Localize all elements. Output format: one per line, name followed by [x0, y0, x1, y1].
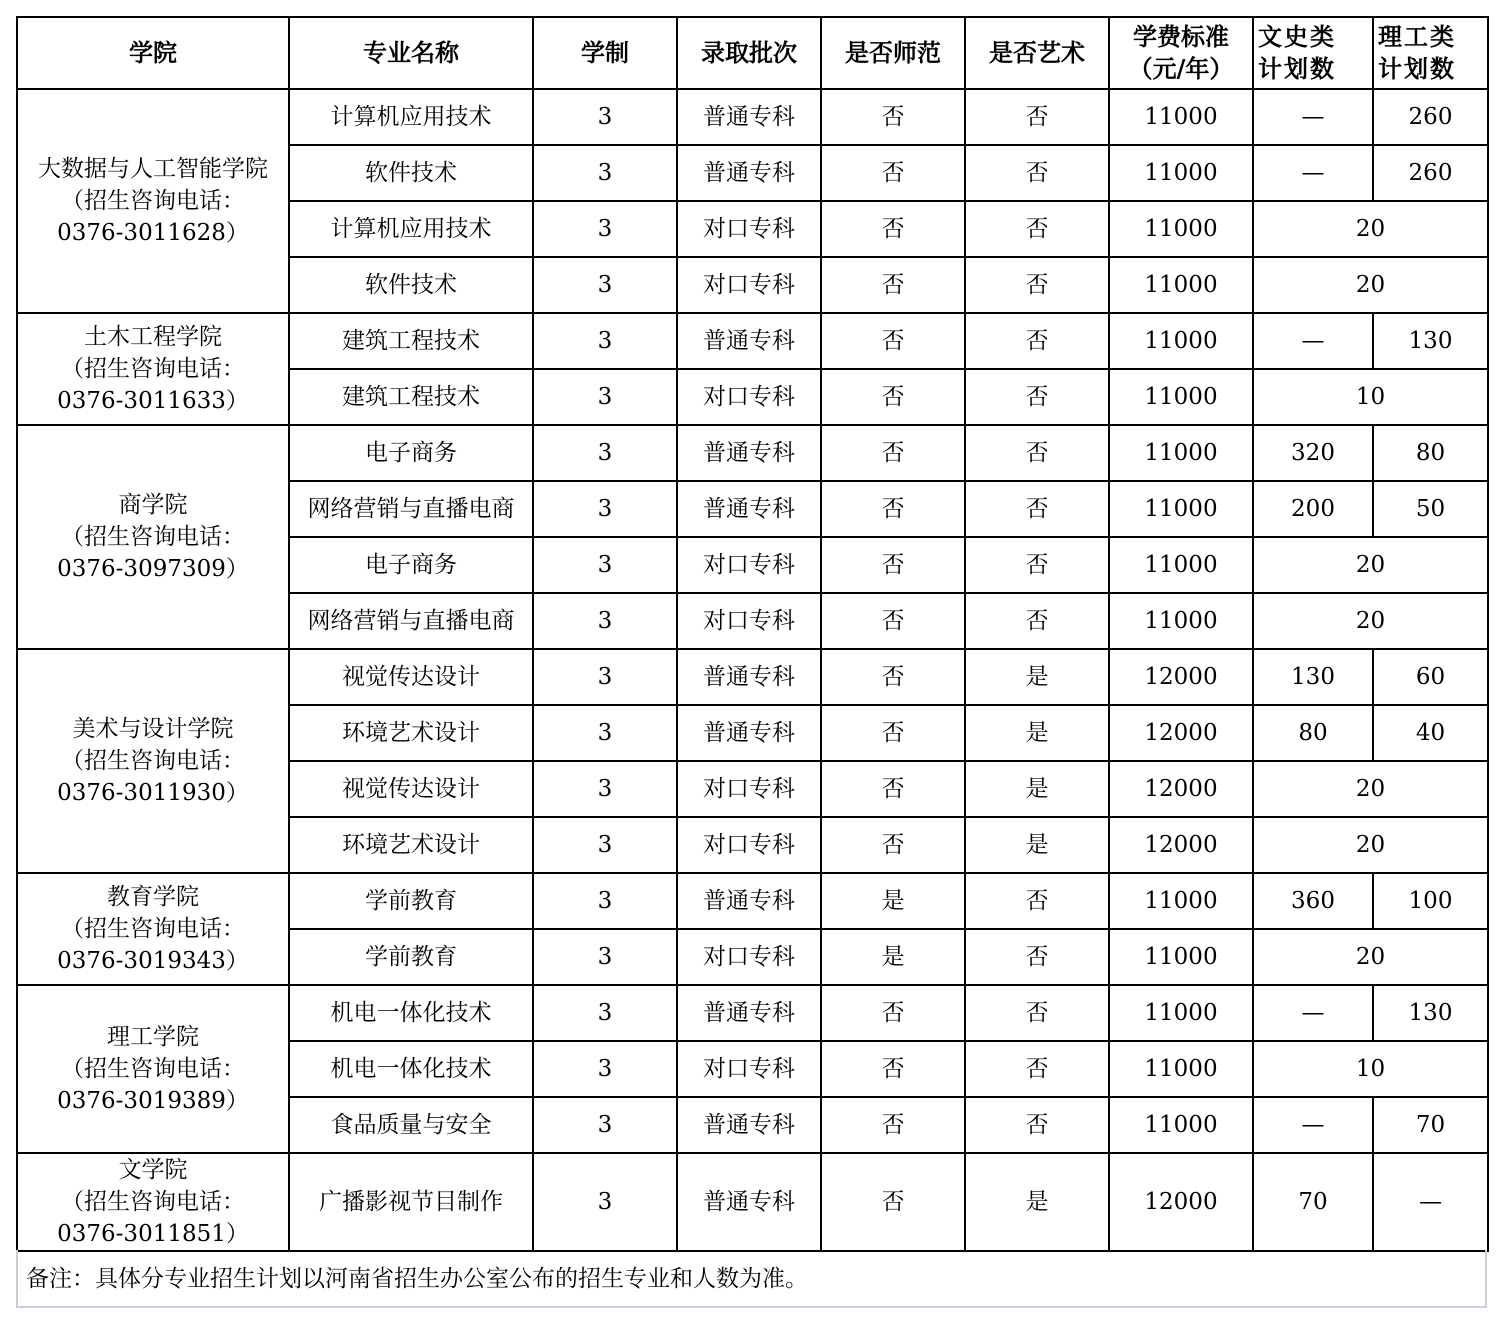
tuition-fee: 11000	[1109, 985, 1253, 1041]
admission-batch: 普通专科	[677, 145, 821, 201]
is-art: 是	[965, 1153, 1109, 1251]
admission-batch: 对口专科	[677, 369, 821, 425]
wen-plan: 130	[1253, 649, 1373, 705]
table-row	[17, 1153, 1488, 1251]
college-phone-label: （招生咨询电话：	[61, 916, 245, 942]
years: 3	[533, 929, 677, 985]
tuition-fee: 12000	[1109, 705, 1253, 761]
is-normal: 否	[821, 593, 965, 649]
li-plan: 60	[1373, 649, 1488, 705]
is-normal: 否	[821, 257, 965, 313]
tuition-fee: 11000	[1109, 425, 1253, 481]
combined-plan: 20	[1253, 761, 1488, 817]
college-cell	[17, 649, 289, 873]
tuition-fee: 11000	[1109, 313, 1253, 369]
years: 3	[533, 1041, 677, 1097]
tuition-fee: 11000	[1109, 145, 1253, 201]
is-art: 否	[965, 369, 1109, 425]
wen-plan: 200	[1253, 481, 1373, 537]
is-art: 否	[965, 481, 1109, 537]
is-normal: 否	[821, 1153, 965, 1251]
college-name: 文学院	[118, 1157, 188, 1183]
is-normal: 否	[821, 761, 965, 817]
is-normal: 否	[821, 145, 965, 201]
years: 3	[533, 873, 677, 929]
tuition-fee: 12000	[1109, 817, 1253, 873]
table-row	[17, 425, 1488, 481]
years: 3	[533, 985, 677, 1041]
li-plan: 100	[1373, 873, 1488, 929]
wen-plan: 70	[1253, 1153, 1373, 1251]
combined-plan: 20	[1253, 817, 1488, 873]
admission-batch: 对口专科	[677, 1041, 821, 1097]
tuition-fee: 12000	[1109, 1153, 1253, 1251]
tuition-fee: 11000	[1109, 593, 1253, 649]
is-art: 否	[965, 89, 1109, 145]
college-phone-label: （招生咨询电话：	[61, 524, 245, 550]
admission-batch: 对口专科	[677, 201, 821, 257]
li-plan: 70	[1373, 1097, 1488, 1153]
is-art: 否	[965, 929, 1109, 985]
wen-plan: 360	[1253, 873, 1373, 929]
years: 3	[533, 481, 677, 537]
tuition-fee: 11000	[1109, 257, 1253, 313]
years: 3	[533, 369, 677, 425]
header-years: 学制	[533, 17, 677, 89]
header-wen-plan	[1253, 17, 1373, 89]
college-name: 理工学院	[107, 1024, 199, 1050]
college-phone-label: （招生咨询电话：	[61, 1189, 245, 1215]
major-name: 电子商务	[289, 537, 533, 593]
college-phone-label: （招生咨询电话：	[61, 1056, 245, 1082]
college-cell	[17, 89, 289, 313]
admission-batch: 对口专科	[677, 929, 821, 985]
college-phone-label: （招生咨询电话：	[61, 356, 245, 382]
admission-batch: 对口专科	[677, 257, 821, 313]
header-batch: 录取批次	[677, 17, 821, 89]
wen-plan: —	[1253, 1097, 1373, 1153]
header-normal: 是否师范	[821, 17, 965, 89]
admission-batch: 对口专科	[677, 817, 821, 873]
major-name: 软件技术	[289, 257, 533, 313]
college-phone-number: 0376-3011628）	[57, 220, 249, 246]
combined-plan: 20	[1253, 929, 1488, 985]
college-name: 土木工程学院	[84, 324, 222, 350]
combined-plan: 20	[1253, 201, 1488, 257]
header-li-line1: 理工类	[1378, 22, 1456, 51]
major-name: 电子商务	[289, 425, 533, 481]
table-row	[17, 985, 1488, 1041]
is-art: 是	[965, 761, 1109, 817]
is-art: 否	[965, 873, 1109, 929]
header-wen-line1: 文史类	[1258, 22, 1336, 51]
major-name: 广播影视节目制作	[289, 1153, 533, 1251]
is-normal: 否	[821, 481, 965, 537]
admission-batch: 普通专科	[677, 1153, 821, 1251]
admission-batch: 对口专科	[677, 593, 821, 649]
combined-plan: 20	[1253, 537, 1488, 593]
li-plan: 80	[1373, 425, 1488, 481]
college-phone-label: （招生咨询电话：	[61, 748, 245, 774]
is-normal: 否	[821, 89, 965, 145]
major-name: 视觉传达设计	[289, 761, 533, 817]
header-wen-line2: 计划数	[1258, 54, 1336, 83]
wen-plan: 80	[1253, 705, 1373, 761]
admission-batch: 普通专科	[677, 873, 821, 929]
tuition-fee: 11000	[1109, 201, 1253, 257]
is-normal: 否	[821, 649, 965, 705]
is-normal: 否	[821, 537, 965, 593]
is-normal: 否	[821, 425, 965, 481]
is-art: 否	[965, 425, 1109, 481]
is-art: 否	[965, 1041, 1109, 1097]
major-name: 建筑工程技术	[289, 313, 533, 369]
li-plan: 50	[1373, 481, 1488, 537]
years: 3	[533, 1097, 677, 1153]
years: 3	[533, 257, 677, 313]
is-normal: 是	[821, 873, 965, 929]
combined-plan: 20	[1253, 593, 1488, 649]
admission-batch: 普通专科	[677, 481, 821, 537]
is-normal: 否	[821, 985, 965, 1041]
tuition-fee: 11000	[1109, 481, 1253, 537]
tuition-fee: 11000	[1109, 929, 1253, 985]
years: 3	[533, 145, 677, 201]
table-row	[17, 313, 1488, 369]
is-art: 否	[965, 985, 1109, 1041]
major-name: 机电一体化技术	[289, 985, 533, 1041]
major-name: 网络营销与直播电商	[289, 593, 533, 649]
tuition-fee: 11000	[1109, 873, 1253, 929]
is-art: 否	[965, 313, 1109, 369]
admission-batch: 普通专科	[677, 1097, 821, 1153]
major-name: 环境艺术设计	[289, 705, 533, 761]
table-row	[17, 873, 1488, 929]
college-name: 大数据与人工智能学院	[38, 156, 268, 182]
is-art: 是	[965, 649, 1109, 705]
header-fee-line1: 学费标准	[1133, 22, 1229, 51]
is-normal: 否	[821, 201, 965, 257]
tuition-fee: 11000	[1109, 89, 1253, 145]
college-phone-number: 0376-3011930）	[57, 780, 249, 806]
admission-batch: 普通专科	[677, 89, 821, 145]
header-row	[17, 17, 1488, 89]
college-phone-number: 0376-3097309）	[57, 556, 249, 582]
li-plan: 260	[1373, 89, 1488, 145]
major-name: 环境艺术设计	[289, 817, 533, 873]
years: 3	[533, 705, 677, 761]
college-cell	[17, 873, 289, 985]
table-row	[17, 649, 1488, 705]
enrollment-plan-table	[16, 16, 1489, 1252]
wen-plan: —	[1253, 89, 1373, 145]
admission-batch: 普通专科	[677, 705, 821, 761]
is-art: 否	[965, 537, 1109, 593]
college-phone-number: 0376-3019343）	[57, 948, 249, 974]
years: 3	[533, 761, 677, 817]
years: 3	[533, 1153, 677, 1251]
wen-plan: 320	[1253, 425, 1373, 481]
college-phone-number: 0376-3019389）	[57, 1088, 249, 1114]
admission-batch: 普通专科	[677, 649, 821, 705]
college-name: 美术与设计学院	[72, 716, 234, 742]
header-fee	[1109, 17, 1253, 89]
is-art: 否	[965, 145, 1109, 201]
is-normal: 否	[821, 313, 965, 369]
major-name: 计算机应用技术	[289, 201, 533, 257]
is-normal: 否	[821, 1041, 965, 1097]
college-phone-number: 0376-3011851）	[57, 1221, 249, 1247]
college-name: 商学院	[118, 492, 188, 518]
is-normal: 否	[821, 705, 965, 761]
table-row	[17, 89, 1488, 145]
college-phone-number: 0376-3011633）	[57, 388, 249, 414]
li-plan: 130	[1373, 985, 1488, 1041]
years: 3	[533, 89, 677, 145]
li-plan: 130	[1373, 313, 1488, 369]
college-cell	[17, 425, 289, 649]
major-name: 软件技术	[289, 145, 533, 201]
combined-plan: 20	[1253, 257, 1488, 313]
wen-plan: —	[1253, 145, 1373, 201]
years: 3	[533, 313, 677, 369]
header-fee-line2: （元/年）	[1128, 54, 1234, 83]
admission-batch: 普通专科	[677, 313, 821, 369]
li-plan: 260	[1373, 145, 1488, 201]
is-art: 否	[965, 1097, 1109, 1153]
major-name: 学前教育	[289, 929, 533, 985]
admission-batch: 对口专科	[677, 761, 821, 817]
college-name: 教育学院	[107, 884, 199, 910]
header-art: 是否艺术	[965, 17, 1109, 89]
tuition-fee: 11000	[1109, 1097, 1253, 1153]
tuition-fee: 11000	[1109, 1041, 1253, 1097]
major-name: 食品质量与安全	[289, 1097, 533, 1153]
college-phone-label: （招生咨询电话：	[61, 188, 245, 214]
is-normal: 否	[821, 369, 965, 425]
li-plan: 40	[1373, 705, 1488, 761]
is-normal: 否	[821, 1097, 965, 1153]
major-name: 机电一体化技术	[289, 1041, 533, 1097]
footnote: 备注：具体分专业招生计划以河南省招生办公室公布的招生专业和人数为准。	[16, 1250, 1487, 1308]
is-art: 否	[965, 593, 1109, 649]
is-art: 否	[965, 201, 1109, 257]
is-normal: 是	[821, 929, 965, 985]
years: 3	[533, 649, 677, 705]
is-art: 是	[965, 705, 1109, 761]
college-cell	[17, 985, 289, 1153]
wen-plan: —	[1253, 313, 1373, 369]
major-name: 建筑工程技术	[289, 369, 533, 425]
tuition-fee: 11000	[1109, 537, 1253, 593]
admission-batch: 普通专科	[677, 985, 821, 1041]
college-cell	[17, 1153, 289, 1251]
li-plan: —	[1373, 1153, 1488, 1251]
combined-plan: 10	[1253, 369, 1488, 425]
header-college: 学院	[17, 17, 289, 89]
header-li-line2: 计划数	[1378, 54, 1456, 83]
header-major: 专业名称	[289, 17, 533, 89]
major-name: 网络营销与直播电商	[289, 481, 533, 537]
major-name: 学前教育	[289, 873, 533, 929]
major-name: 视觉传达设计	[289, 649, 533, 705]
years: 3	[533, 201, 677, 257]
years: 3	[533, 817, 677, 873]
wen-plan: —	[1253, 985, 1373, 1041]
years: 3	[533, 537, 677, 593]
college-cell	[17, 313, 289, 425]
is-normal: 否	[821, 817, 965, 873]
combined-plan: 10	[1253, 1041, 1488, 1097]
tuition-fee: 12000	[1109, 649, 1253, 705]
years: 3	[533, 593, 677, 649]
admission-batch: 对口专科	[677, 537, 821, 593]
tuition-fee: 12000	[1109, 761, 1253, 817]
is-art: 否	[965, 257, 1109, 313]
years: 3	[533, 425, 677, 481]
header-li-plan	[1373, 17, 1488, 89]
tuition-fee: 11000	[1109, 369, 1253, 425]
major-name: 计算机应用技术	[289, 89, 533, 145]
is-art: 是	[965, 817, 1109, 873]
admission-batch: 普通专科	[677, 425, 821, 481]
